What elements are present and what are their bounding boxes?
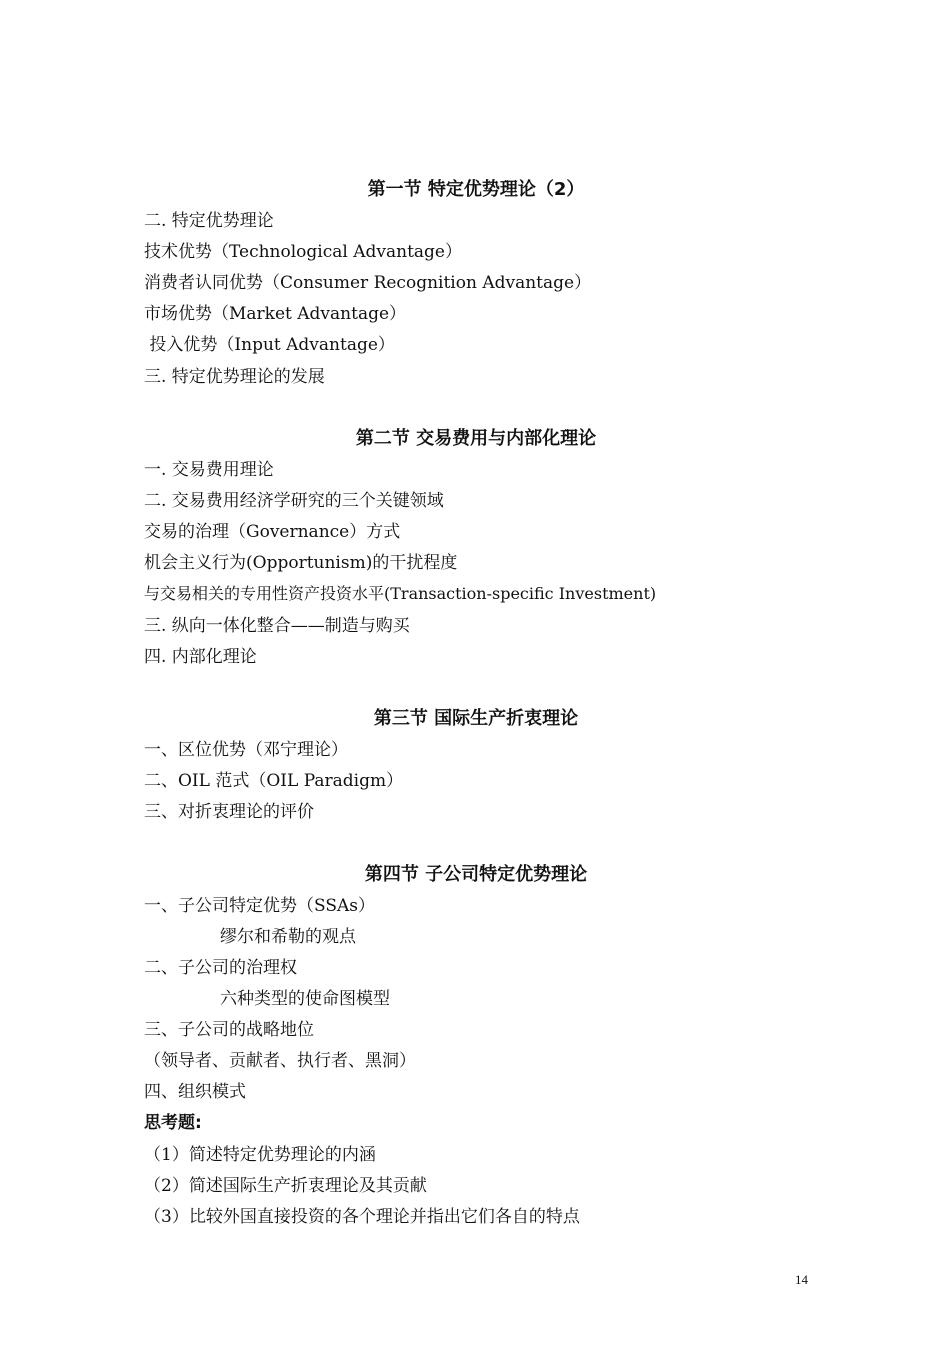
section-4-line: 六种类型的使命图模型 [220, 989, 390, 1009]
section-1-line: 技术优势（Technological Advantage） [144, 242, 462, 262]
question-item: （1）简述特定优势理论的内涵 [144, 1145, 376, 1165]
question-item: （3）比较外国直接投资的各个理论并指出它们各自的特点 [144, 1207, 580, 1227]
section-2-line: 交易的治理（Governance）方式 [144, 522, 401, 542]
section-4-line: （领导者、贡献者、执行者、黑洞） [144, 1051, 416, 1071]
section-1-title: 第一节 特定优势理论（2） [367, 179, 585, 200]
section-4-title: 第四节 子公司特定优势理论 [364, 864, 588, 885]
section-2-title: 第二节 交易费用与内部化理论 [355, 428, 597, 449]
section-3-title: 第三节 国际生产折衷理论 [373, 708, 579, 729]
section-4-line: 一、子公司特定优势（SSAs） [144, 896, 375, 916]
section-4-line: 三、子公司的战略地位 [144, 1020, 314, 1040]
section-3-line: 一、区位优势（邓宁理论） [144, 740, 348, 760]
section-1-line: 二. 特定优势理论 [144, 211, 274, 231]
section-1-line: 三. 特定优势理论的发展 [144, 367, 325, 387]
section-1-line: 投入优势（Input Advantage） [144, 335, 395, 355]
section-3-line: 二、OIL 范式（OIL Paradigm） [144, 771, 404, 791]
section-2-line: 与交易相关的专用性资产投资水平(Transaction-specific Investment) [144, 584, 657, 603]
section-2-line: 机会主义行为(Opportunism)的干扰程度 [144, 553, 458, 573]
page-number: 14 [795, 1272, 808, 1287]
section-3-line: 三、对折衷理论的评价 [144, 802, 314, 822]
section-1-line: 市场优势（Market Advantage） [144, 304, 407, 324]
section-2-line: 二. 交易费用经济学研究的三个关键领域 [144, 491, 444, 511]
questions-title: 思考题: [144, 1113, 202, 1133]
section-1-line: 消费者认同优势（Consumer Recognition Advantage） [144, 273, 592, 293]
section-2-line: 一. 交易费用理论 [144, 460, 274, 480]
question-item: （2）简述国际生产折衷理论及其贡献 [144, 1176, 427, 1196]
section-2-line: 三. 纵向一体化整合——制造与购买 [144, 616, 410, 636]
section-4-line: 四、组织模式 [144, 1082, 246, 1102]
section-2-line: 四. 内部化理论 [144, 647, 257, 667]
section-4-line: 二、子公司的治理权 [144, 958, 297, 978]
section-4-line: 缪尔和希勒的观点 [220, 927, 356, 947]
